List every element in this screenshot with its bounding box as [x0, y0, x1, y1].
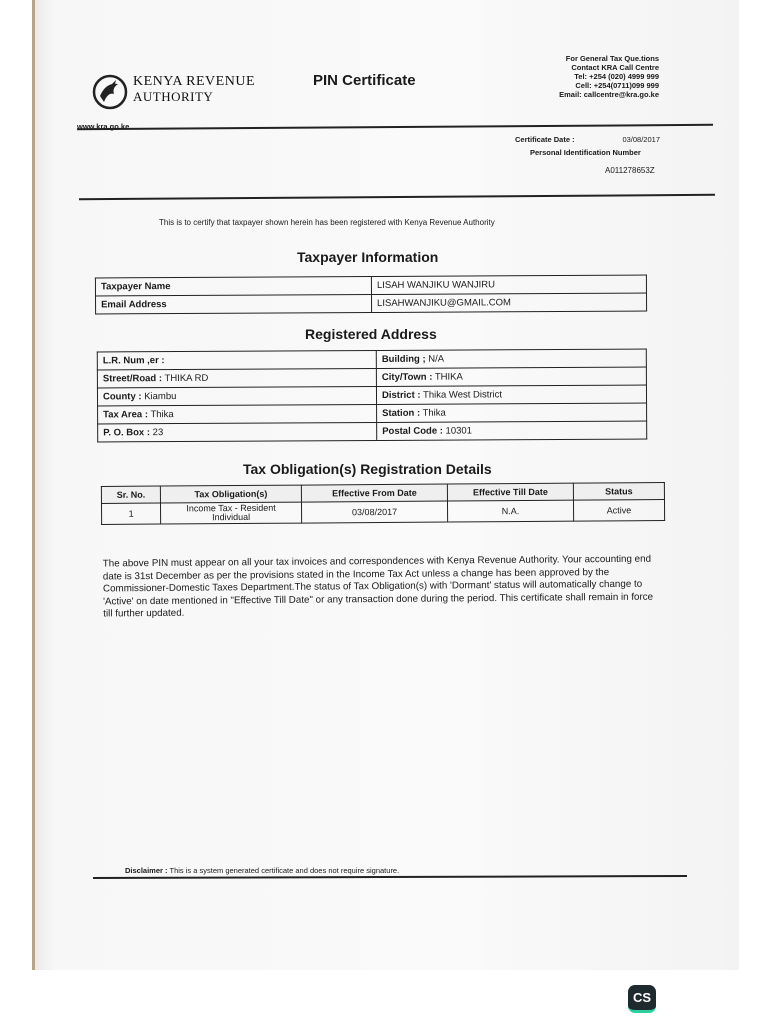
po-box-value: 23 — [152, 427, 164, 439]
contact-line: Email: callcentre@kra.go.ke — [559, 90, 659, 99]
column-header: Effective Till Date — [447, 483, 573, 501]
city-value: THIKA — [434, 371, 463, 383]
address-cell — [97, 386, 376, 405]
address-cell — [376, 349, 646, 368]
website-link[interactable]: www.kra.go.ke — [77, 122, 130, 131]
contact-line: Cell: +254(0711)099 999 — [575, 81, 659, 90]
address-cell — [377, 421, 647, 440]
disclaimer — [125, 866, 399, 875]
disclaimer-label: Disclaimer : — [125, 866, 168, 875]
address-cell — [376, 367, 646, 386]
certificate-page — [32, 0, 739, 970]
org-name — [133, 74, 255, 104]
city-label: City/Town : — [381, 371, 433, 383]
obligation-cell: Income Tax - Resident Individual — [160, 502, 301, 524]
certificate-meta — [515, 134, 660, 158]
effective-till-cell: N.A. — [447, 500, 573, 522]
sr-no-cell: 1 — [101, 503, 160, 524]
table-row — [101, 500, 664, 525]
status-cell: Active — [573, 500, 664, 522]
county-label: County : — [102, 391, 142, 403]
footer-divider — [93, 875, 687, 879]
contact-line: Contact KRA Call Centre — [571, 63, 659, 72]
contact-line: For General Tax Que.tions — [565, 54, 659, 63]
header-divider — [77, 124, 713, 130]
contact-line: Tel: +254 (020) 4999 999 — [574, 72, 659, 81]
address-table — [97, 349, 647, 443]
building-label: Building ; — [381, 353, 426, 365]
table-row — [96, 293, 647, 314]
address-cell — [97, 368, 376, 387]
notice-paragraph: The above PIN must appear on all your tax invoices and correspondences with Kenya Revenue Authority. Your accounting end date is 31st December as per the provisions stated in the Income Tax Act unless a change has been approved by the Commissioner-Domestic Taxes Department.The status of Tax Obligation(s) with 'Dormant' status will automatically change to 'Active' on date mentioned in "Effective Till Date" or any transaction done during the period. This certificate shall remain in force till further updated. — [102, 553, 654, 620]
address-cell — [377, 403, 647, 422]
po-box-label: P. O. Box : — [103, 427, 151, 439]
building-value: N/A — [428, 353, 445, 365]
certificate-date-label: Certificate Date : — [515, 135, 575, 144]
table-row — [98, 421, 647, 442]
taxpayer-heading: Taxpayer Information — [297, 249, 439, 265]
org-name-line2: AUTHORITY — [133, 89, 214, 104]
org-name-line1: KENYA REVENUE — [133, 74, 255, 89]
column-header: Effective From Date — [301, 484, 447, 502]
station-label: Station : — [382, 407, 421, 419]
tax-area-value: Thika — [150, 409, 174, 421]
page-title: PIN Certificate — [313, 72, 416, 89]
column-header: Tax Obligation(s) — [160, 485, 301, 503]
taxpayer-name-label: Taxpayer Name — [95, 276, 371, 295]
obligations-table — [101, 482, 665, 525]
address-cell — [376, 385, 646, 404]
postal-code-label: Postal Code : — [382, 425, 443, 437]
lr-number-label: L.R. Num ,er : — [102, 355, 165, 367]
address-cell — [98, 422, 377, 441]
column-header: Status — [573, 483, 664, 501]
meta-divider — [79, 194, 715, 200]
address-cell — [97, 350, 376, 369]
certificate-date-value: 03/08/2017 — [622, 135, 660, 144]
pin-label: Personal Identification Number — [530, 148, 641, 157]
pin-value: A011278653Z — [605, 166, 655, 175]
district-value: Thika West District — [422, 389, 503, 401]
taxpayer-table — [95, 275, 647, 315]
disclaimer-text: This is a system generated certificate and does not require signature. — [169, 866, 400, 875]
effective-from-cell: 03/08/2017 — [301, 501, 447, 523]
district-label: District : — [381, 389, 421, 401]
taxpayer-name-value: LISAH WANJIKU WANJIRU — [371, 275, 646, 294]
tax-area-label: Tax Area : — [103, 409, 149, 421]
contact-block — [559, 54, 659, 99]
email-label: Email Address — [96, 294, 372, 313]
postal-code-value: 10301 — [445, 425, 472, 437]
kra-lion-logo-icon — [90, 72, 130, 112]
street-label: Street/Road : — [102, 373, 163, 385]
certify-statement: This is to certify that taxpayer shown herein has been registered with Kenya Revenue Authority — [159, 218, 495, 227]
address-cell — [98, 404, 377, 423]
address-heading: Registered Address — [305, 326, 437, 342]
column-header: Sr. No. — [101, 486, 160, 503]
obligations-heading: Tax Obligation(s) Registration Details — [243, 461, 492, 477]
station-value: Thika — [422, 407, 446, 419]
camscanner-badge-icon: CS — [628, 985, 656, 1013]
county-value: Kiambu — [144, 391, 177, 403]
email-value: LISAHWANJIKU@GMAIL.COM — [372, 293, 647, 312]
street-value: THIKA RD — [164, 372, 209, 385]
